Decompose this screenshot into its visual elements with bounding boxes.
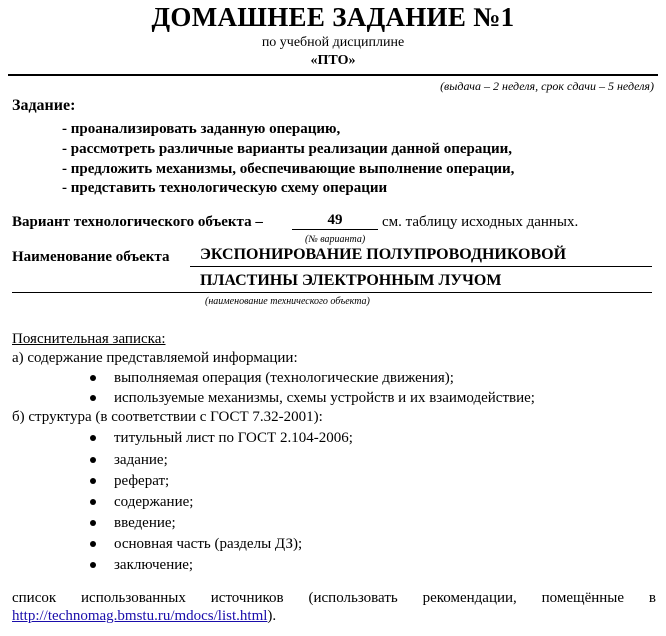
variant-number: 49 [292,211,378,230]
sources-text: список использованных источников (использовать рекомендации, помещённые в [12,590,656,606]
note-section-b: б) структура (в соответствии с ГОСТ 7.32-2001): [12,409,323,425]
task-heading: Задание: [12,97,76,114]
task-item: - представить технологическую схему операции [62,180,388,196]
variant-label: Вариант технологического объекта – [12,214,263,230]
object-caption: (наименование технического объекта) [205,296,370,307]
document-title: ДОМАШНЕЕ ЗАДАНИЕ №1 [151,2,515,32]
bullet-icon [90,562,96,568]
task-item: - рассмотреть различные варианты реализации данной операции, [62,141,513,157]
object-name-line-2 [12,270,652,293]
object-name-line-1 [190,244,652,267]
list-item: содержание; [90,494,193,511]
task-item: - предложить механизмы, обеспечивающие выполнение операции, [62,161,515,177]
list-item: используемые механизмы, схемы устройств и их взаимодействие; [90,390,535,407]
bullet-icon [90,478,96,484]
list-item: реферат; [90,473,169,490]
list-item: титульный лист по ГОСТ 2.104-2006; [90,430,353,447]
note-section-a: а) содержание представляемой информации: [12,350,298,366]
object-name-text-2: ПЛАСТИНЫ ЭЛЕКТРОННЫМ ЛУЧОМ [200,272,502,289]
bullet-icon [90,499,96,505]
sources-link-suffix: ). [267,608,277,624]
bullet-icon [90,457,96,463]
sources-link-line [12,608,276,625]
bullet-icon [90,375,96,381]
header-divider [8,74,658,76]
list-item: выполняемая операция (технологические движения); [90,370,454,387]
list-item: задание; [90,452,168,469]
course-name: «ПТО» [310,53,356,68]
bullet-icon [90,435,96,441]
bullet-icon [90,395,96,401]
object-label: Наименование объекта [12,249,170,265]
variant-reference: см. таблицу исходных данных. [382,214,579,230]
bullet-icon [90,541,96,547]
task-item: - проанализировать заданную операцию, [62,121,341,137]
list-item: основная часть (разделы ДЗ); [90,536,302,553]
bullet-icon [90,520,96,526]
issue-deadline-note: (выдача – 2 неделя, срок сдачи – 5 неделя) [440,79,654,93]
object-name-text-1: ЭКСПОНИРОВАНИЕ ПОЛУПРОВОДНИКОВОЙ [200,246,567,263]
list-item: введение; [90,515,176,532]
variant-caption: (№ варианта) [305,234,366,245]
discipline-caption: по учебной дисциплине [261,35,405,50]
list-item: заключение; [90,557,193,574]
note-heading: Пояснительная записка: [12,331,166,347]
sources-link[interactable]: http://technomag.bmstu.ru/mdocs/list.html [12,608,268,624]
